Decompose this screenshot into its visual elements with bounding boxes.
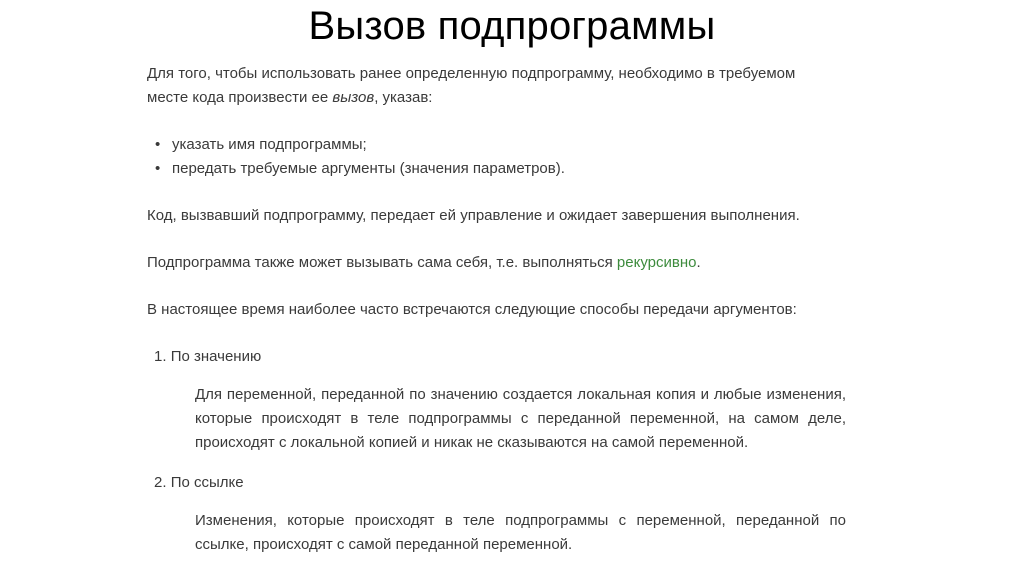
methods-intro-paragraph: В настоящее время наиболее часто встречаются следующие способы передачи аргументов:: [147, 301, 797, 318]
method-description: Изменения, которые происходят в теле подпрограммы с переменной, переданной по ссылке, происходят с самой переданной переменной.: [195, 512, 846, 553]
slide-content: [147, 62, 847, 573]
call-steps-list: [147, 133, 847, 181]
recursion-paragraph: [147, 251, 847, 275]
intro-line2-after: , указав:: [374, 89, 433, 106]
bullet-icon: •: [155, 136, 161, 153]
method-number: 1.: [154, 348, 167, 365]
intro-line2-before: месте кода произвести ее: [147, 89, 333, 106]
method-number: 2.: [154, 474, 167, 491]
list-item-text: передать требуемые аргументы (значения параметров).: [172, 160, 565, 177]
list-item-text: указать имя подпрограммы;: [172, 136, 367, 153]
method-heading: [147, 471, 847, 495]
recursion-link[interactable]: рекурсивно: [616, 254, 697, 271]
methods-list: [147, 345, 847, 557]
method-description: Для переменной, переданной по значению создается локальная копия и любые изменения, которые происходят в теле подпрограммы с переданной переменной, на самом деле, происходят с локальной копией и никак не сказываются на самой переменной.: [195, 386, 846, 451]
slide-title: Вызов подпрограммы: [308, 4, 716, 48]
list-item: [147, 133, 847, 157]
call-term: вызов: [332, 89, 375, 106]
control-paragraph: Код, вызвавший подпрограмму, передает ей управление и ожидает завершения выполнения.: [147, 207, 800, 224]
method-name: По значению: [170, 348, 262, 365]
recursion-period: .: [696, 254, 701, 271]
recursion-text: Подпрограмма также может вызывать сама себя, т.е. выполняться: [147, 254, 617, 271]
list-item: [147, 157, 847, 181]
method-item-by-reference: [147, 471, 847, 557]
bullet-icon: •: [155, 160, 161, 177]
method-heading: [147, 345, 847, 369]
intro-line1: Для того, чтобы использовать ранее определенную подпрограмму, необходимо в требуемом: [147, 65, 796, 82]
intro-paragraph: [147, 62, 847, 110]
method-name: По ссылке: [170, 474, 244, 491]
method-item-by-value: [147, 345, 847, 455]
